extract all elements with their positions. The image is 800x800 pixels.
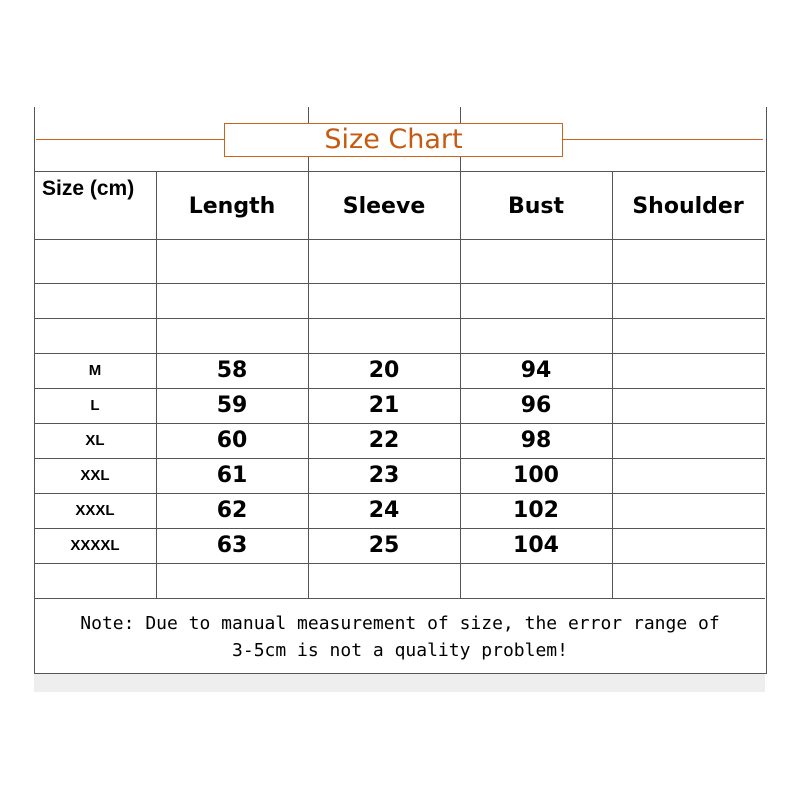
chart-title: Size Chart: [224, 123, 563, 157]
table-cell-sleeve: 23: [368, 463, 400, 488]
table-cell-sleeve: 21: [368, 393, 400, 418]
table-cell-size: M: [88, 362, 102, 379]
table-cell-length: 63: [216, 533, 248, 558]
table-cell-sleeve: 20: [368, 358, 400, 383]
table-cell-sleeve: 24: [368, 498, 400, 523]
row-divider: [34, 458, 765, 459]
column-divider: [612, 171, 613, 598]
note-line-2: 3-5cm is not a quality problem!: [232, 640, 568, 661]
row-divider: [34, 563, 765, 564]
table-cell-bust: 100: [513, 463, 559, 488]
table-cell-length: 58: [216, 358, 248, 383]
table-cell-size: XXXXL: [70, 537, 120, 554]
row-divider: [34, 528, 765, 529]
header-bust: Bust: [507, 194, 565, 219]
row-divider: [34, 493, 765, 494]
header-sleeve: Sleeve: [342, 194, 426, 219]
row-divider: [34, 353, 765, 354]
bottom-shadow-strip: [34, 674, 765, 692]
table-cell-bust: 102: [513, 498, 559, 523]
header-length: Length: [188, 194, 276, 219]
table-cell-length: 61: [216, 463, 248, 488]
row-divider: [34, 171, 765, 172]
table-cell-length: 60: [216, 428, 248, 453]
row-divider: [34, 283, 765, 284]
table-cell-size: XL: [85, 432, 105, 449]
table-cell-size: XXXL: [75, 502, 115, 519]
row-divider: [34, 239, 765, 240]
title-decor-line-right: [563, 139, 763, 140]
table-cell-size: XXL: [80, 467, 110, 484]
table-cell-length: 62: [216, 498, 248, 523]
table-cell-bust: 96: [520, 393, 552, 418]
title-decor-line-left: [36, 139, 224, 140]
row-divider: [34, 423, 765, 424]
table-cell-bust: 98: [520, 428, 552, 453]
header-shoulder: Shoulder: [632, 194, 744, 219]
row-divider: [34, 598, 765, 599]
row-divider: [34, 318, 765, 319]
measurement-note: [36, 610, 764, 664]
table-cell-length: 59: [216, 393, 248, 418]
row-divider: [34, 388, 765, 389]
note-line-1: Note: Due to manual measurement of size, the error range of: [80, 613, 720, 634]
table-cell-size: L: [90, 397, 100, 414]
table-cell-sleeve: 25: [368, 533, 400, 558]
table-cell-bust: 94: [520, 358, 552, 383]
header-size: Size (cm): [42, 177, 135, 200]
table-cell-bust: 104: [513, 533, 559, 558]
table-cell-sleeve: 22: [368, 428, 400, 453]
